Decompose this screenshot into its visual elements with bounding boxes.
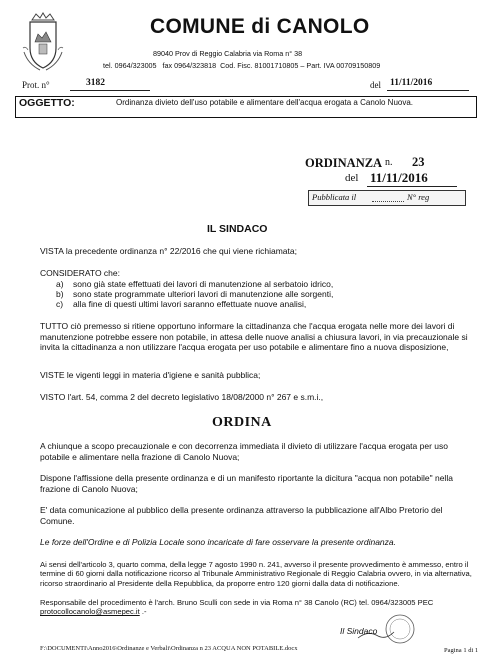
prot-date: 11/11/2016 [390, 78, 433, 88]
ricorso-paragraph: Ai sensi dell'articolo 3, quarto comma, della legge 7 agosto 1990 n. 241, avverso il presente provvedimento è ammesso, entro il termine di 60 giorni dalla notificazione ricorso al Tribunale Amministrativo Regionale di Reggio Calabria ovvero, in via alternativa, ricorso straordinario al Presidente della Repubblica, da proporre entro 120 giorni dalla data di notificazione. [40, 560, 472, 588]
oggetto-label: OGGETTO: [19, 97, 75, 109]
footer-file-path: F:\DOCUMENTI\Anno2016\Ordinanze e Verbali\Ordinanza n 23 ACQUA NON POTABILE.docx [40, 645, 298, 652]
ordinanza-date-underline [367, 186, 457, 187]
sindaco-heading: IL SINDACO [207, 223, 268, 235]
coat-of-arms-icon [20, 12, 66, 72]
date-underline [387, 90, 469, 91]
ordinanza-label: ORDINANZA [305, 156, 383, 170]
list-item: sono già state effettuati dei lavori di manutenzione al serbatoio idrico, [73, 279, 334, 289]
footer-page-number: Pagina 1 di 1 [444, 647, 479, 654]
list-item-letter: b) [56, 289, 64, 299]
prot-label: Prot. n° [22, 80, 50, 90]
list-item: sono state programmate ulteriori lavori di manutenzione alle sorgenti, [73, 289, 334, 299]
pec-email-link[interactable]: protocollocanolo@asmepec.it [40, 607, 140, 617]
forze-paragraph: Le forze dell'Ordine e di Polizia Locale sono incaricate di fare osservare la presente ordinanza. [40, 537, 396, 547]
ordinanza-date: 11/11/2016 [370, 170, 428, 185]
ordina-paragraph-2: Dispone l'affissione della presente ordinanza e di un manifesto riportante la dicitura "acqua non potabile" nella frazione di Canolo Nuova; [40, 473, 453, 494]
ordina-paragraph-1: A chiunque a scopo precauzionale e con decorrenza immediata il divieto di utilizzare l'acqua erogata per uso potabile e alimentare nella frazione di Canolo Nuova; [40, 441, 448, 462]
ordinanza-number: 23 [412, 155, 425, 169]
pubblicata-dotted-line [372, 201, 404, 202]
list-item: alla fine di questi ultimi lavori saranno effettuate nuove analisi, [73, 299, 307, 309]
ordina-paragraph-3: E' data comunicazione al pubblico della presente ordinanza attraverso la pubblicazione all'Albo Pretorio del Comune. [40, 505, 443, 526]
sindaco-signature-label: Il Sindaco [340, 626, 378, 636]
pubblicata-label: Pubblicata il [312, 192, 357, 202]
comune-address: 89040 Prov di Reggio Calabria via Roma n° 38 [153, 49, 303, 58]
responsabile-end: .- [139, 607, 147, 617]
ordinanza-del-label: del [345, 172, 359, 184]
prot-underline [70, 90, 150, 91]
oggetto-text: Ordinanza divieto dell'uso potabile e alimentare dell'acqua erogata a Canolo Nuova. [116, 98, 414, 107]
responsabile-text: Responsabile del procedimento è l'arch. Bruno Sculli con sede in via Roma n° 38 Canolo (RC) tel. 0964/323005 PEC [40, 598, 434, 607]
tutto-paragraph: TUTTO ciò premesso si ritiene opportuno informare la cittadinanza che l'acqua erogata nelle more dei lavori di manutenzione potrebbe essere non potabile, in attesa delle nuove analisi a chiusura lavori, in via precauzionale si invita la cittadinanza a non utilizzare l'acqua erogata per uso potabile e alimentare fino a nuova disposizione, [40, 321, 468, 352]
reg-label: N° reg [407, 192, 430, 202]
prot-number: 3182 [86, 78, 105, 88]
comune-title: COMUNE di CANOLO [150, 15, 370, 38]
considerato-label: CONSIDERATO che: [40, 268, 120, 278]
list-item-letter: a) [56, 279, 64, 289]
comune-contacts: tel. 0964/323005 fax 0964/323818 Cod. Fisc. 81001710805 – Part. IVA 00709150809 [103, 61, 381, 70]
list-item-letter: c) [56, 299, 64, 309]
ordina-heading: ORDINA [212, 415, 272, 430]
del-label: del [370, 80, 381, 90]
vista-paragraph: VISTA la precedente ordinanza n° 22/2016 che qui viene richiamata; [40, 246, 297, 256]
viste-paragraph: VISTE le vigenti leggi in materia d'igiene e sanità pubblica; [40, 370, 261, 380]
visto-paragraph: VISTO l'art. 54, comma 2 del decreto legislativo 18/08/2000 n° 267 e s.m.i., [40, 392, 324, 402]
ordinanza-n-label: n. [385, 157, 393, 168]
